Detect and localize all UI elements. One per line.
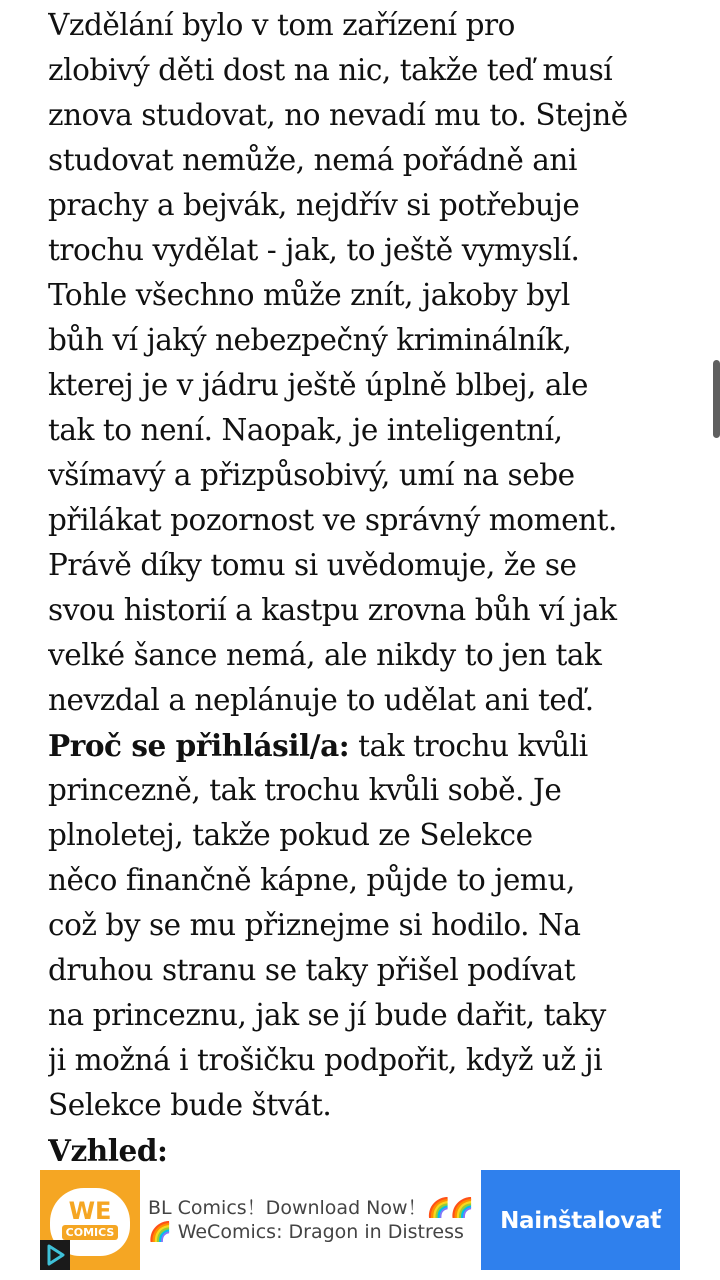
install-button[interactable]: Nainštalovať <box>481 1170 680 1270</box>
text-line: přilákat pozornost ve správný moment. <box>48 503 617 537</box>
text-line: ji možná i trošičku podpořit, když už ji <box>48 1043 603 1077</box>
text-line: velké šance nemá, ale nikdy to jen tak <box>48 638 602 672</box>
text-line: Selekce bude štvát. <box>48 1088 332 1122</box>
text-line: tak to není. Naopak, je inteligentní, <box>48 413 563 447</box>
logo-we-text: WE <box>68 1197 112 1225</box>
text-line: něco finančně kápne, půjde to jemu, <box>48 863 575 897</box>
text-line: Právě díky tomu si uvědomuje, že se <box>48 548 577 582</box>
ad-title: BL Comics！Download Now！🌈🌈 <box>148 1197 474 1219</box>
text-line: Vzdělání bylo v tom zařízení pro <box>48 8 515 42</box>
text-line: plnoletej, takže pokud ze Selekce <box>48 818 533 852</box>
heading-vzhled: Vzhled: <box>48 1133 168 1162</box>
text-line: princezně, tak trochu kvůli sobě. Je <box>48 773 562 807</box>
text-line: znova studovat, no nevadí mu to. Stejně <box>48 98 628 132</box>
text-line: Tohle všechno může znít, jakoby byl <box>48 278 570 312</box>
text-line: na princeznu, jak se jí bude dařit, taky <box>48 998 606 1032</box>
reason-line <box>48 723 688 768</box>
section-heading <box>48 1128 688 1162</box>
reason-text: tak trochu kvůli <box>349 729 588 763</box>
text-line: zlobivý děti dost na nic, takže teď musí <box>48 53 613 87</box>
text-line: druhou stranu se taky přišel podívat <box>48 953 576 987</box>
ad-choices-icon[interactable] <box>40 1240 70 1270</box>
ad-description[interactable] <box>148 1196 478 1244</box>
text-line: bůh ví jaký nebezpečný kriminálník, <box>48 323 572 357</box>
ad-banner[interactable] <box>40 1170 680 1270</box>
ad-subtitle: 🌈 WeComics: Dragon in Distress <box>148 1221 464 1243</box>
text-line: studovat nemůže, nemá pořádně ani <box>48 143 577 177</box>
wecomics-logo[interactable] <box>40 1170 140 1270</box>
text-line: kterej je v jádru ještě úplně blbej, ale <box>48 368 589 402</box>
text-line: svou historií a kastpu zrovna bůh ví jak <box>48 593 617 627</box>
reason-label: Proč se přihlásil/a: <box>48 728 350 763</box>
article-text <box>48 0 688 1162</box>
text-line: prachy a bejvák, nejdřív si potřebuje <box>48 188 580 222</box>
text-line: všímavý a přizpůsobivý, umí na sebe <box>48 458 575 492</box>
text-line: trochu vydělat - jak, to ještě vymyslí. <box>48 233 580 267</box>
text-line: což by se mu přiznejme si hodilo. Na <box>48 908 581 942</box>
scrollbar-thumb[interactable] <box>713 360 720 438</box>
logo-comics-text: COMICS <box>50 1226 130 1239</box>
text-line: nevzdal a neplánuje to udělat ani teď. <box>48 683 594 717</box>
